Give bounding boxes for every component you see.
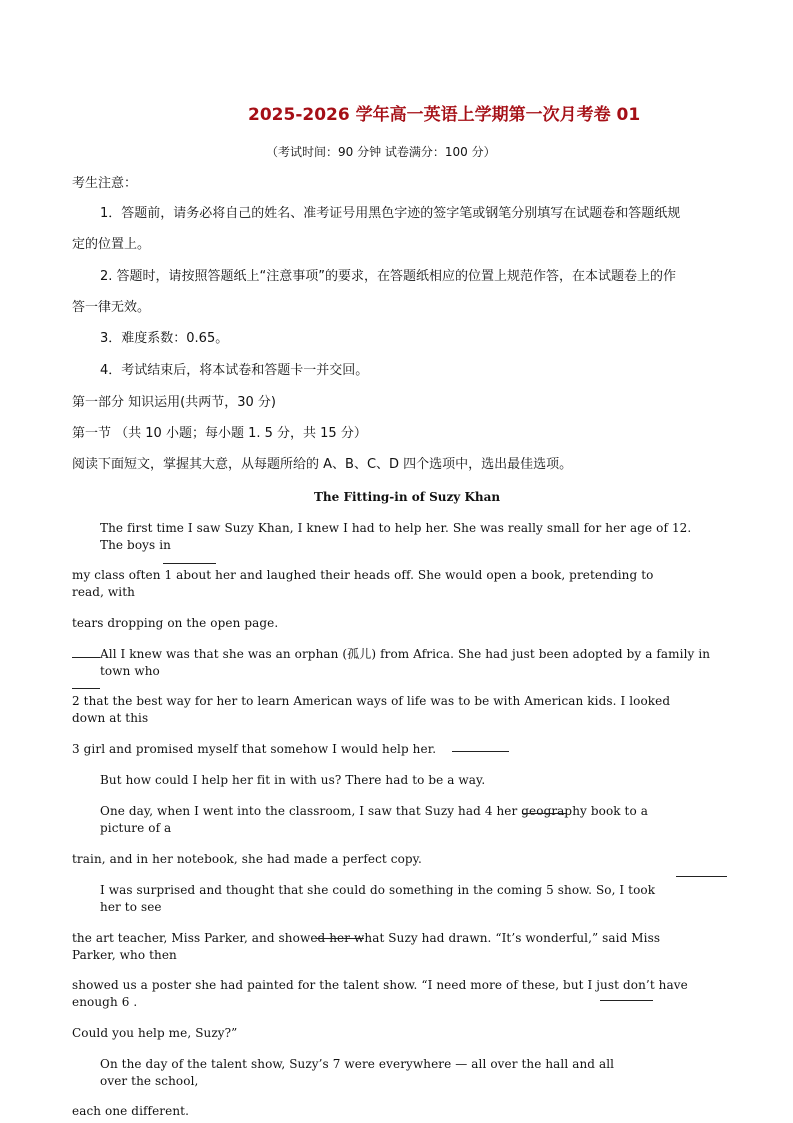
blank-line-3	[452, 751, 509, 752]
passage-line: picture of a	[100, 821, 172, 835]
passage-line: tears dropping on the open page.	[72, 616, 279, 630]
passage-line: her to see	[100, 900, 162, 914]
passage-line: my class often 1 about her and laughed their heads off. She would open a book, pretending to	[72, 568, 654, 582]
passage-title: The Fitting-in of Suzy Khan	[314, 490, 501, 504]
instruction-text: 阅读下面短文，掌握其大意，从每题所给的 A、B、C、D 四个选项中，选出最佳选项。	[72, 457, 573, 472]
notice-item-2-cont: 答一律无效。	[72, 300, 151, 315]
passage-line: One day, when I went into the classroom, I saw that Suzy had 4 her geography book to a	[100, 804, 648, 818]
notice-item-2: 2. 答题时，请按照答题纸上“注意事项”的要求，在答题纸相应的位置上规范作答，在本试题卷上的作	[100, 269, 677, 284]
passage-line: Could you help me, Suzy?”	[72, 1026, 238, 1040]
passage-line: town who	[100, 664, 160, 678]
passage-line: read, with	[72, 585, 135, 599]
strike-mark	[316, 938, 364, 939]
blank-line-0	[72, 657, 100, 658]
passage-line: down at this	[72, 711, 149, 725]
passage-line: 2 that the best way for her to learn American ways of life was to be with American kids. I looked	[72, 694, 671, 708]
passage-line: over the school,	[100, 1074, 199, 1088]
passage-line: But how could I help her fit in with us? There had to be a way.	[100, 773, 486, 787]
passage-line: The boys in	[100, 538, 171, 552]
notice-item-4: 4．考试结束后，将本试卷和答题卡一并交回。	[100, 363, 369, 378]
passage-line: The first time I saw Suzy Khan, I knew I had to help her. She was really small for her age of 12.	[100, 521, 692, 535]
notice-item-3: 3．难度系数：0.65。	[100, 331, 229, 346]
passage-line: showed us a poster she had painted for the talent show. “I need more of these, but I just don’t have	[72, 978, 688, 992]
exam-title: 2025-2026 学年高一英语上学期第一次月考卷 01	[248, 105, 641, 125]
passage-line: enough 6 .	[72, 995, 138, 1009]
passage-line: 3 girl and promised myself that somehow I would help her.	[72, 742, 437, 756]
blank-line-6	[600, 1000, 653, 1001]
exam-subtitle: （考试时间：90 分钟 试卷满分：100 分）	[266, 145, 496, 159]
passage-line: On the day of the talent show, Suzy’s 7 were everywhere — all over the hall and all	[100, 1057, 615, 1071]
notice-heading: 考生注意：	[72, 176, 138, 191]
passage-line: each one different.	[72, 1104, 189, 1118]
passage-line: the art teacher, Miss Parker, and showed her what Suzy had drawn. “It’s wonderful,” said Miss	[72, 931, 661, 945]
passage-line: train, and in her notebook, she had made a perfect copy.	[72, 852, 422, 866]
blank-line-4	[522, 813, 566, 814]
blank-line-2	[72, 688, 100, 689]
part-heading: 第一部分 知识运用(共两节，30 分)	[72, 395, 276, 410]
blank-line-1	[163, 563, 216, 564]
section-heading: 第一节 （共 10 小题；每小题 1. 5 分，共 15 分）	[72, 426, 367, 441]
passage-line: All I knew was that she was an orphan (孤儿) from Africa. She had just been adopted by a family in	[100, 647, 711, 661]
notice-item-1-cont: 定的位置上。	[72, 237, 151, 252]
passage-line: Parker, who then	[72, 948, 177, 962]
blank-line-5	[676, 876, 727, 877]
passage-line: I was surprised and thought that she could do something in the coming 5 show. So, I took	[100, 883, 656, 897]
notice-item-1: 1．答题前，请务必将自己的姓名、准考证号用黑色字迹的签字笔或钢笔分别填写在试题卷和答题纸规	[100, 206, 681, 221]
